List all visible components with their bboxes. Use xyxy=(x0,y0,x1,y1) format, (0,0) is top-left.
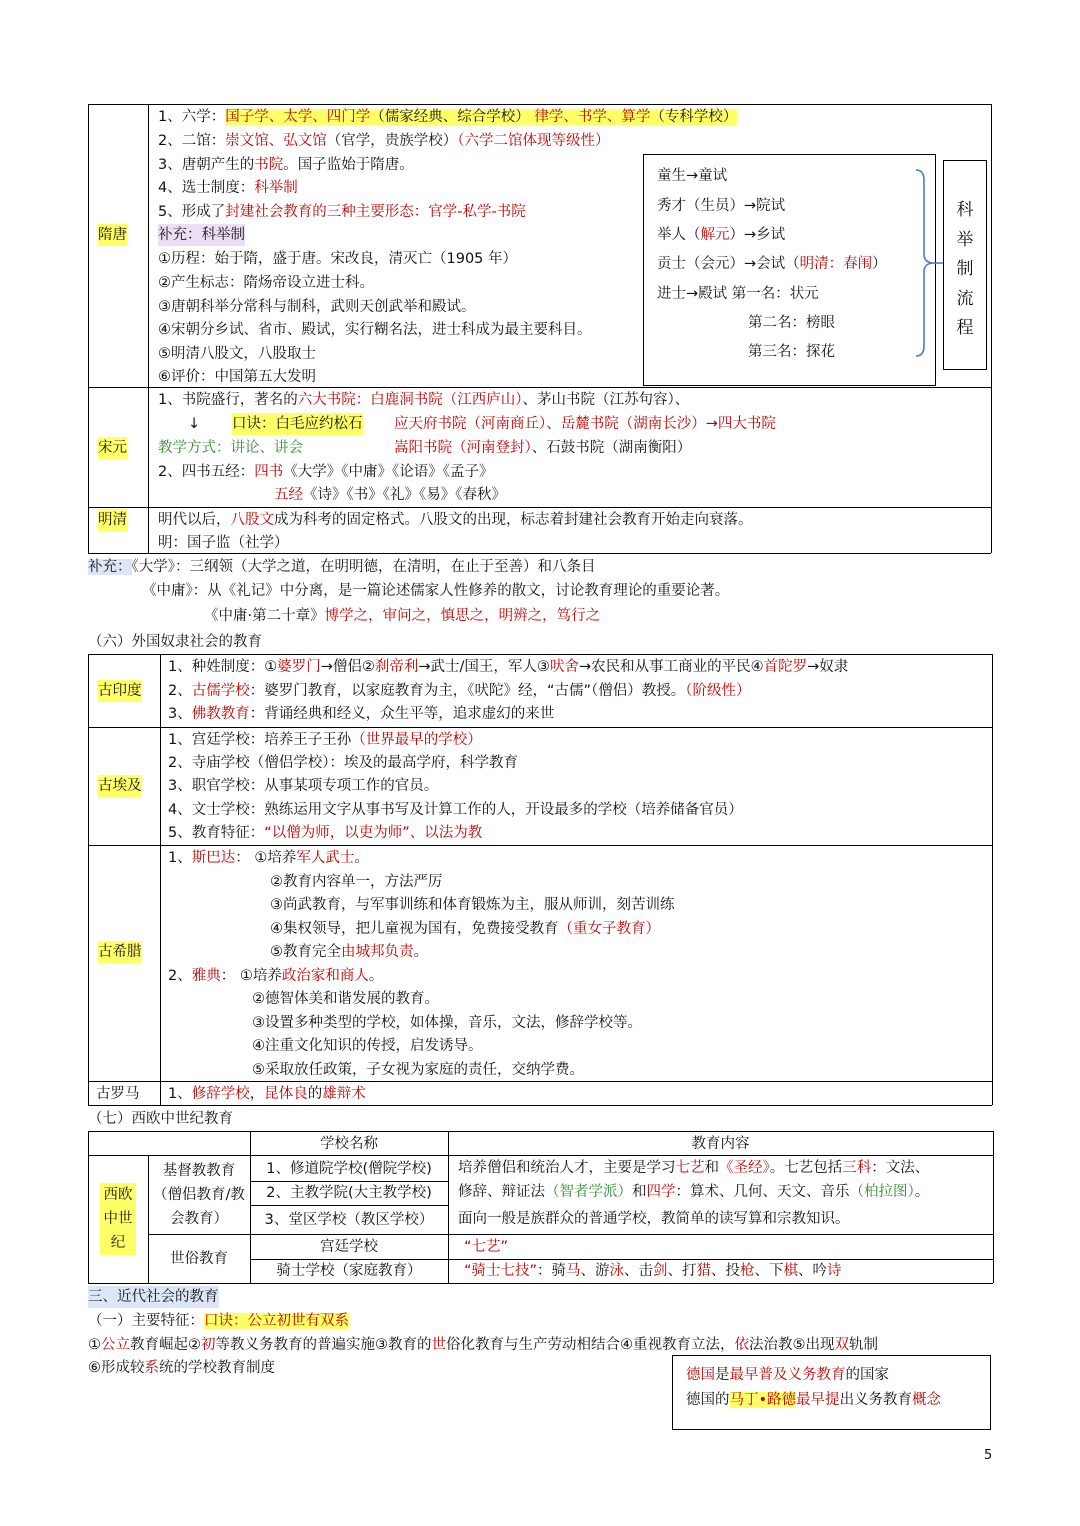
song-yuan-five-classics: 五经《诗》《书》《礼》《易》《春秋》 xyxy=(274,487,506,503)
modern-features-heading: （一）主要特征：口诀：公立初世有双系 xyxy=(88,1313,349,1329)
row-label-sui-tang: 隋唐 xyxy=(98,224,127,246)
row-label-song-yuan: 宋元 xyxy=(98,437,127,459)
song-yuan-koujue: 口诀：白毛应约松石 xyxy=(232,413,363,435)
egypt-palace-school: 1、宫廷学校：培养王子王孙（世界最早的学校） xyxy=(168,732,482,748)
row-label-egypt: 古埃及 xyxy=(98,775,142,797)
keju-step-juren: 举人（解元）→乡试 xyxy=(657,227,786,243)
content-christian-2: 修辞、辩证法（智者学派）和四学：算术、几何、天文、音乐（柏拉图）。 xyxy=(458,1184,930,1200)
athens-5: ⑤采取放任政策，子女视为家庭的责任，交纳学费。 xyxy=(252,1062,584,1078)
content-knight: “骑士七技”：骑马、游泳、击剑、打猎、投枪、下棋、吟诗 xyxy=(464,1263,842,1279)
row-label-india: 古印度 xyxy=(98,680,142,702)
keju-step-tongsheng: 童生→童试 xyxy=(657,168,728,184)
india-buddhist: 3、佛教教育：背诵经典和经义，众生平等，追求虚幻的来世 xyxy=(168,706,555,722)
germany-note-1: 德国是最早普及义务教育的国家 xyxy=(686,1367,889,1383)
type-secular-education: 世俗教育 xyxy=(170,1250,228,1267)
keju-history: ①历程：始于隋，盛于唐。宋改良，清灭亡（1905 年） xyxy=(158,251,518,267)
athens-2: ②德智体美和谐发展的教育。 xyxy=(252,991,439,1007)
sparta-1: 1、斯巴达： ①培养军人武士。 xyxy=(168,850,369,866)
keju-song: ④宋朝分乡试、省市、殿试，实行糊名法，进士科成为最主要科目。 xyxy=(158,322,592,338)
sparta-2: ②教育内容单一，方法严厉 xyxy=(270,874,443,890)
song-yuan-line-3: 嵩阳书院（河南登封）、石鼓书院（湖南衡阳） xyxy=(394,440,692,456)
athens-1: 2、雅典： ①培养政治家和商人。 xyxy=(168,968,384,984)
supplement-keju-heading: 补充：科举制 xyxy=(158,224,245,246)
type-cell-christian xyxy=(148,1155,250,1234)
sui-tang-line-1: 1、六学：国子学、太学、四门学（儒家经典、综合学校） 律学、书学、算学（专科学校） xyxy=(158,109,738,125)
row-label-ming-qing: 明清 xyxy=(98,509,127,531)
egypt-temple-school: 2、寺庙学校（僧侣学校）：埃及的最高学府，科学教育 xyxy=(168,755,518,771)
india-caste: 1、种姓制度：①婆罗门→僧侣②刹帝利→武士/国王，军人③吠舍→农民和从事工商业的平民④首陀罗→奴隶 xyxy=(168,659,849,675)
song-yuan-arrow: ↓ xyxy=(188,416,201,432)
content-christian-1: 培养僧侣和统治人才，主要是学习七艺和《圣经》。七艺包括三科：文法、 xyxy=(458,1160,930,1176)
header-education-content: 教育内容 xyxy=(691,1135,750,1152)
row-label-rome: 古罗马 xyxy=(96,1086,140,1102)
supplement-daxue: 补充：《大学》：三纲领（大学之道，在明明德，在清明，在止于至善）和八条目 xyxy=(88,559,596,575)
keju-step-xiucai: 秀才（生员）→院试 xyxy=(657,198,786,214)
row-label-greece: 古希腊 xyxy=(98,941,142,963)
athens-3: ③设置多种类型的学校，如体操，音乐，文法，修辞学校等。 xyxy=(252,1015,642,1031)
sparta-3: ③尚武教育，与军事训练和体育锻炼为主，服从师训，刻苦训练 xyxy=(270,897,675,913)
sparta-4: ④集权领导，把儿童视为国有，免费接受教育（重女子教育） xyxy=(270,921,660,937)
keju-tang: ③唐朝科举分常科与制科，武则天创武举和殿试。 xyxy=(158,299,476,315)
song-yuan-four-academies: 应天府书院（河南商丘）、岳麓书院（湖南长沙）→四大书院 xyxy=(394,416,776,432)
sui-tang-line-4: 4、选士制度：科举制 xyxy=(158,180,298,196)
modern-section-title: 三、近代社会的教育 xyxy=(88,1286,219,1308)
section-7-heading: （七）西欧中世纪教育 xyxy=(88,1111,233,1127)
sui-tang-line-5: 5、形成了封建社会教育的三种主要形态：官学-私学-书院 xyxy=(158,204,526,220)
type-christian-education: 基督教教育（僧侣教育/教会教育） xyxy=(153,1162,245,1227)
school-cathedral: 2、主教学院(大主教学校) xyxy=(266,1185,432,1201)
modern-features-line-2: ⑥形成较系统的学校教育制度 xyxy=(88,1360,275,1376)
egypt-features: 5、教育特征：“以僧为师，以吏为师”、以法为教 xyxy=(168,825,483,841)
region-label-western-europe-medieval: 西欧中世纪 xyxy=(100,1183,136,1255)
page-number: 5 xyxy=(984,1448,993,1463)
keju-step-gongshi: 贡士（会元）→会试（明清：春闱） xyxy=(657,256,887,272)
song-yuan-line-1: 1、书院盛行，著名的六大书院：白鹿洞书院（江西庐山）、茅山书院（江苏句容）、 xyxy=(158,392,690,408)
sui-tang-line-3: 3、唐朝产生的书院。国子监始于隋唐。 xyxy=(158,157,414,173)
india-guru-school: 2、古儒学校：婆罗门教育，以家庭教育为主，《吠陀》经，“古儒”（僧侣）教授。（阶级性） xyxy=(168,683,751,699)
egypt-official-school: 3、职官学校：从事某项专项工作的官员。 xyxy=(168,778,439,794)
germany-note-2: 德国的马丁•路德最早提出义务教育概念 xyxy=(686,1392,942,1408)
keju-step-third: 第三名：探花 xyxy=(748,344,835,360)
rome-content: 1、修辞学校，昆体良的雄辩术 xyxy=(168,1086,366,1102)
ming-qing-line-1: 明代以后，八股文成为科考的固定格式。八股文的出现，标志着封建社会教育开始走向衰落。 xyxy=(158,512,753,528)
ming-qing-line-2: 明：国子监（社学） xyxy=(158,535,289,551)
keju-origin: ②产生标志：隋炀帝设立进士科。 xyxy=(158,275,374,291)
school-palace: 宫廷学校 xyxy=(320,1239,378,1255)
song-yuan-teaching-method: 教学方式：讲论、讲会 xyxy=(158,440,303,456)
song-yuan-four-books: 2、四书五经：四书《大学》《中庸》《论语》《孟子》 xyxy=(158,464,494,480)
section-6-heading: （六）外国奴隶社会的教育 xyxy=(88,634,262,650)
sui-tang-line-2: 2、二馆：崇文馆、弘文馆（官学，贵族学校）（六学二馆体现等级性） xyxy=(158,133,610,149)
supplement-zhongyong-20: 《中庸·第二十章》博学之，审问之，慎思之，明辨之，笃行之 xyxy=(204,608,601,624)
keju-step-jinshi: 进士→殿试 第一名：状元 xyxy=(657,286,819,302)
content-parish: 面向一般是族群众的普通学校，教简单的读写算和宗教知识。 xyxy=(458,1211,850,1227)
keju-step-second: 第二名：榜眼 xyxy=(748,315,835,331)
egypt-scribe-school: 4、文士学校：熟练运用文字从事书写及计算工作的人，开设最多的学校（培养储备官员） xyxy=(168,802,743,818)
sparta-5: ⑤教育完全由城邦负责。 xyxy=(270,944,428,960)
content-palace: “七艺” xyxy=(464,1239,509,1255)
school-parish: 3、堂区学校（教区学校） xyxy=(264,1211,434,1228)
keju-brace-icon xyxy=(910,168,944,358)
supplement-zhongyong: 《中庸》：从《礼记》中分离，是一篇论述儒家人性修养的散文，讨论教育理论的重要论著。 xyxy=(142,583,730,599)
keju-mingqing: ⑤明清八股文，八股取士 xyxy=(158,346,316,362)
header-school-name: 学校名称 xyxy=(320,1135,378,1152)
keju-side-label: 科 举 制 流 程 xyxy=(956,200,974,338)
modern-features-line-1: ①公立教育崛起②初等教义务教育的普遍实施③教育的世俗化教育与生产劳动相结合④重视教育立法，依法治教⑤出现双轨制 xyxy=(88,1337,878,1353)
school-knight: 骑士学校（家庭教育） xyxy=(276,1263,422,1279)
keju-evaluation: ⑥评价：中国第五大发明 xyxy=(158,369,316,385)
region-cell xyxy=(88,1155,148,1283)
school-monastery: 1、修道院学校(僧院学校) xyxy=(266,1160,432,1177)
athens-4: ④注重文化知识的传授，启发诱导。 xyxy=(252,1038,483,1054)
